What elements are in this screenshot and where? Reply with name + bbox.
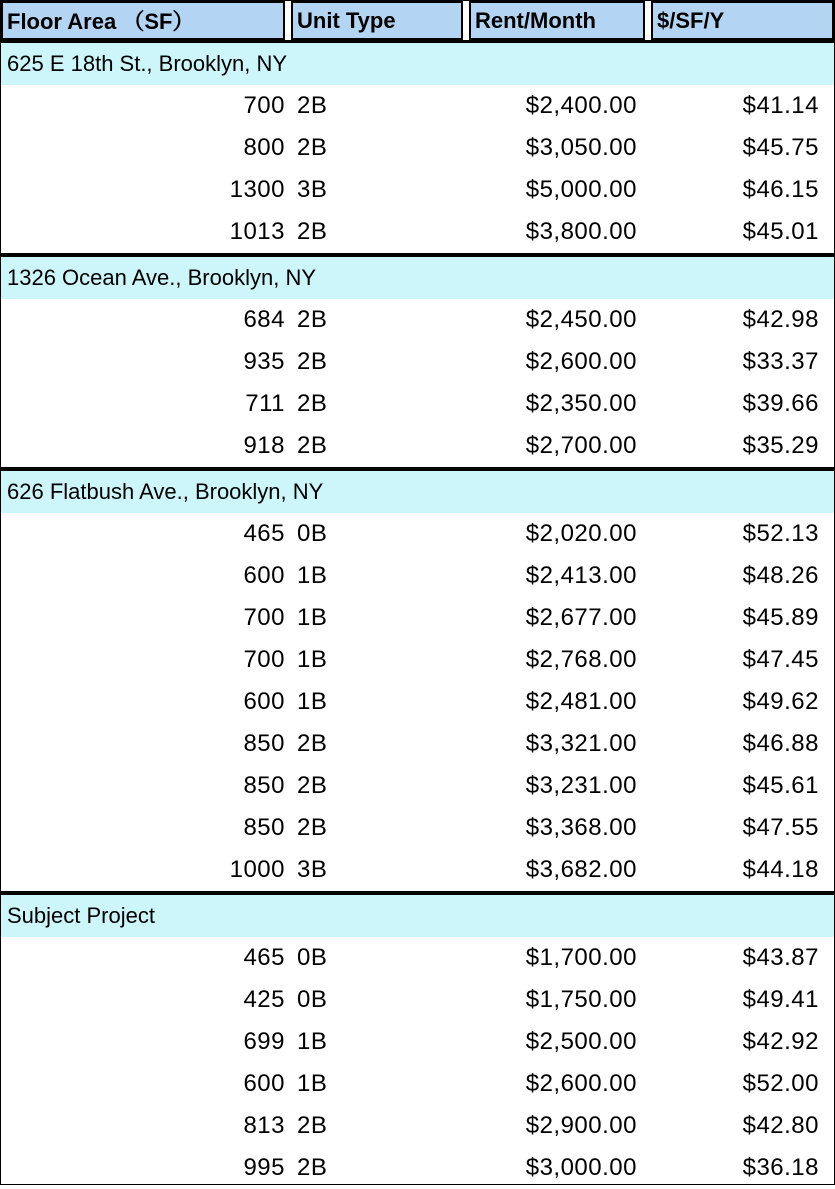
unit-type-cell: 0B xyxy=(297,986,328,1013)
table-row xyxy=(1,807,834,849)
unit-type-cell: 1B xyxy=(297,688,328,715)
floor-area-cell: 700 xyxy=(243,604,285,631)
price-per-sf-cell: $49.41 xyxy=(742,986,819,1013)
rent-cell: $2,600.00 xyxy=(525,1070,637,1097)
rent-cell: $2,020.00 xyxy=(525,520,637,547)
floor-area-cell: 995 xyxy=(243,1154,285,1181)
unit-type-cell: 2B xyxy=(297,348,328,375)
rent-cell: $2,481.00 xyxy=(525,688,637,715)
rent-cell: $5,000.00 xyxy=(525,176,637,203)
rent-cell: $2,600.00 xyxy=(525,348,637,375)
header-price-per-sf-year: $/SF/Y xyxy=(651,1,834,40)
price-per-sf-cell: $46.88 xyxy=(742,730,819,757)
floor-area-cell: 684 xyxy=(243,306,285,333)
unit-type-cell: 2B xyxy=(297,306,328,333)
table-row xyxy=(1,341,834,383)
header-rent-month: Rent/Month xyxy=(469,1,645,40)
table-row xyxy=(1,681,834,723)
floor-area-cell: 465 xyxy=(243,944,285,971)
rent-cell: $3,231.00 xyxy=(525,772,637,799)
rent-cell: $1,750.00 xyxy=(525,986,637,1013)
price-per-sf-cell: $45.89 xyxy=(742,604,819,631)
unit-type-cell: 2B xyxy=(297,218,328,245)
floor-area-cell: 850 xyxy=(243,814,285,841)
rent-cell: $3,682.00 xyxy=(525,856,637,883)
price-per-sf-cell: $45.01 xyxy=(742,218,819,245)
unit-type-cell: 1B xyxy=(297,1070,328,1097)
property-group xyxy=(1,471,834,895)
table-row xyxy=(1,639,834,681)
price-per-sf-cell: $43.87 xyxy=(742,944,819,971)
price-per-sf-cell: $45.61 xyxy=(742,772,819,799)
unit-type-cell: 1B xyxy=(297,1028,328,1055)
table-row xyxy=(1,127,834,169)
unit-type-cell: 1B xyxy=(297,646,328,673)
unit-type-cell: 2B xyxy=(297,772,328,799)
table-row xyxy=(1,211,834,253)
price-per-sf-cell: $39.66 xyxy=(742,390,819,417)
property-group xyxy=(1,257,834,471)
table-row xyxy=(1,555,834,597)
table-row xyxy=(1,849,834,891)
price-per-sf-cell: $52.13 xyxy=(742,520,819,547)
unit-type-cell: 3B xyxy=(297,176,328,203)
unit-type-cell: 3B xyxy=(297,856,328,883)
table-row xyxy=(1,1105,834,1147)
floor-area-cell: 850 xyxy=(243,730,285,757)
price-per-sf-cell: $49.62 xyxy=(742,688,819,715)
table-row xyxy=(1,383,834,425)
price-per-sf-cell: $33.37 xyxy=(742,348,819,375)
table-row xyxy=(1,425,834,467)
floor-area-cell: 600 xyxy=(243,688,285,715)
floor-area-cell: 465 xyxy=(243,520,285,547)
floor-area-cell: 850 xyxy=(243,772,285,799)
property-name: 625 E 18th St., Brooklyn, NY xyxy=(1,43,834,85)
unit-type-cell: 1B xyxy=(297,562,328,589)
table-header xyxy=(1,1,834,43)
floor-area-cell: 700 xyxy=(243,646,285,673)
floor-area-cell: 425 xyxy=(243,986,285,1013)
property-name: Subject Project xyxy=(1,895,834,937)
floor-area-cell: 600 xyxy=(243,562,285,589)
price-per-sf-cell: $41.14 xyxy=(742,92,819,119)
price-per-sf-cell: $48.26 xyxy=(742,562,819,589)
floor-area-cell: 711 xyxy=(245,390,285,417)
rent-cell: $2,500.00 xyxy=(525,1028,637,1055)
unit-type-cell: 0B xyxy=(297,520,328,547)
unit-type-cell: 0B xyxy=(297,944,328,971)
table-row xyxy=(1,1021,834,1063)
rent-cell: $2,900.00 xyxy=(525,1112,637,1139)
rent-cell: $2,700.00 xyxy=(525,432,637,459)
unit-type-cell: 1B xyxy=(297,604,328,631)
unit-type-cell: 2B xyxy=(297,390,328,417)
rent-cell: $1,700.00 xyxy=(525,944,637,971)
unit-type-cell: 2B xyxy=(297,92,328,119)
rent-cell: $3,321.00 xyxy=(525,730,637,757)
rent-cell: $3,000.00 xyxy=(525,1154,637,1181)
floor-area-cell: 600 xyxy=(243,1070,285,1097)
rent-cell: $3,050.00 xyxy=(525,134,637,161)
price-per-sf-cell: $47.55 xyxy=(742,814,819,841)
price-per-sf-cell: $45.75 xyxy=(742,134,819,161)
floor-area-cell: 813 xyxy=(243,1112,285,1139)
header-unit-type: Unit Type xyxy=(291,1,463,40)
rent-cell: $2,400.00 xyxy=(525,92,637,119)
floor-area-cell: 700 xyxy=(243,92,285,119)
floor-area-cell: 918 xyxy=(243,432,285,459)
rent-cell: $3,800.00 xyxy=(525,218,637,245)
floor-area-cell: 800 xyxy=(243,134,285,161)
price-per-sf-cell: $36.18 xyxy=(742,1154,819,1181)
floor-area-cell: 935 xyxy=(243,348,285,375)
unit-type-cell: 2B xyxy=(297,730,328,757)
rent-cell: $2,677.00 xyxy=(525,604,637,631)
price-per-sf-cell: $47.45 xyxy=(742,646,819,673)
unit-type-cell: 2B xyxy=(297,134,328,161)
unit-type-cell: 2B xyxy=(297,1112,328,1139)
table-row xyxy=(1,597,834,639)
property-name: 1326 Ocean Ave., Brooklyn, NY xyxy=(1,257,834,299)
rent-cell: $2,350.00 xyxy=(525,390,637,417)
price-per-sf-cell: $42.92 xyxy=(742,1028,819,1055)
table-row xyxy=(1,513,834,555)
rent-cell: $2,413.00 xyxy=(525,562,637,589)
table-row xyxy=(1,299,834,341)
floor-area-cell: 699 xyxy=(243,1028,285,1055)
floor-area-cell: 1000 xyxy=(229,856,285,883)
rent-cell: $3,368.00 xyxy=(525,814,637,841)
table-row xyxy=(1,1063,834,1105)
price-per-sf-cell: $44.18 xyxy=(742,856,819,883)
table-row xyxy=(1,979,834,1021)
price-per-sf-cell: $42.98 xyxy=(742,306,819,333)
header-floor-area: Floor Area （SF） xyxy=(1,1,285,40)
table-row xyxy=(1,85,834,127)
table-row xyxy=(1,1147,834,1189)
property-group xyxy=(1,43,834,257)
floor-area-cell: 1300 xyxy=(229,176,285,203)
unit-type-cell: 2B xyxy=(297,814,328,841)
table-row xyxy=(1,765,834,807)
rent-cell: $2,768.00 xyxy=(525,646,637,673)
floor-area-cell: 1013 xyxy=(229,218,285,245)
table-row xyxy=(1,169,834,211)
unit-type-cell: 2B xyxy=(297,432,328,459)
property-group xyxy=(1,895,834,1189)
rent-cell: $2,450.00 xyxy=(525,306,637,333)
table-row xyxy=(1,937,834,979)
property-name: 626 Flatbush Ave., Brooklyn, NY xyxy=(1,471,834,513)
price-per-sf-cell: $52.00 xyxy=(742,1070,819,1097)
price-per-sf-cell: $46.15 xyxy=(742,176,819,203)
table-body xyxy=(1,43,834,1189)
unit-type-cell: 2B xyxy=(297,1154,328,1181)
price-per-sf-cell: $42.80 xyxy=(742,1112,819,1139)
table-row xyxy=(1,723,834,765)
price-per-sf-cell: $35.29 xyxy=(742,432,819,459)
